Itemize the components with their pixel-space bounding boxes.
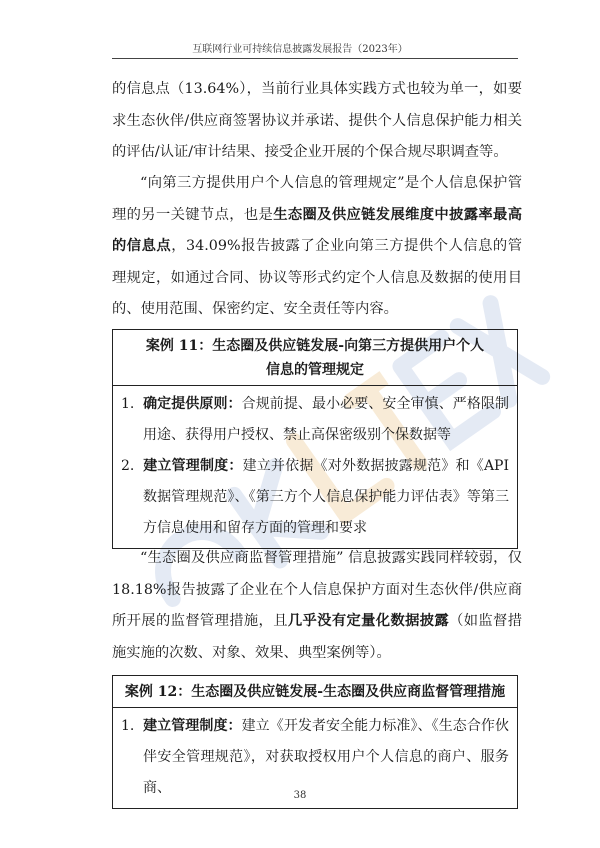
paragraph-2-text-c: ，34.09%报告披露了企业向第三方提供个人信息的管理规定，如通过合同、协议等形式约定个人信息及数据的使用目的、使用范围、保密约定、安全责任等内容。 — [112, 238, 522, 317]
case-11-item-2 — [121, 451, 509, 544]
item-label: 建立管理制度： — [143, 458, 243, 474]
item-number: 2. — [121, 458, 135, 474]
case-11-body — [113, 386, 517, 548]
item-label: 确定提供原则： — [143, 396, 242, 412]
case-11-title: 案例 11：生态圈及供应链发展-向第三方提供用户个人信息的管理规定 — [113, 330, 517, 386]
paragraph-2-text-a: “向第三方提供用户个人信息的管理规定”是个人信息保护管理的另一关键节点，也是 — [112, 175, 522, 223]
running-header: 互联网行业可持续信息披露发展报告（2023年） — [192, 44, 408, 55]
item-text: 合规前提、最小必要、安全审慎、严格限制用途、获得用户授权、禁止高保密级别个保数据等 — [143, 396, 510, 443]
paragraph-3 — [112, 543, 522, 669]
paragraph-3-emphasis: 几乎没有定量化数据披露 — [287, 613, 450, 629]
case-box-11 — [112, 329, 518, 549]
case-box-12 — [112, 675, 518, 809]
paragraph-3-text-c: （如监督措施实施的次数、对象、效果、典型案例等）。 — [112, 613, 523, 661]
paragraph-1: 的信息点（13.64%），当前行业具体实践方式也较为单一，如要求生态伙伴/供应商签署协议并承诺、提供个人信息保护能力相关的评估/认证/审计结果、接受企业开展的个保合规尽职调查等。 — [112, 81, 522, 160]
case-11-item-1 — [121, 389, 509, 451]
item-number: 1. — [121, 396, 135, 412]
item-number: 1. — [121, 718, 135, 734]
item-label: 建立管理制度： — [143, 718, 242, 734]
case-12-title: 案例 12：生态圈及供应链发展-生态圈及供应商监督管理措施 — [113, 676, 517, 708]
item-text: 建立并依据《对外数据披露规范》和《API 数据管理规范》、《第三方个人信息保护能力评估表》等第三方信息使用和留存方面的管理和要求 — [143, 458, 510, 536]
item-text: 建立《开发者安全能力标准》、《生态合作伙伴安全管理规范》，对获取授权用户个人信息的商户、服务商、 — [143, 718, 509, 796]
page-number: 38 — [293, 790, 307, 801]
paragraph-2 — [112, 168, 522, 326]
paragraph-2-emphasis: 生态圈及供应链发展维度中披露率最高的信息点 — [112, 206, 523, 254]
paragraph-3-text-a: “生态圈及供应商监督管理措施” 信息披露实践同样较弱，仅 18.18%报告披露了企业在个人信息保护方面对生态伙伴/供应商所开展的监督管理措施，且 — [112, 550, 522, 629]
header-rule — [112, 58, 518, 59]
